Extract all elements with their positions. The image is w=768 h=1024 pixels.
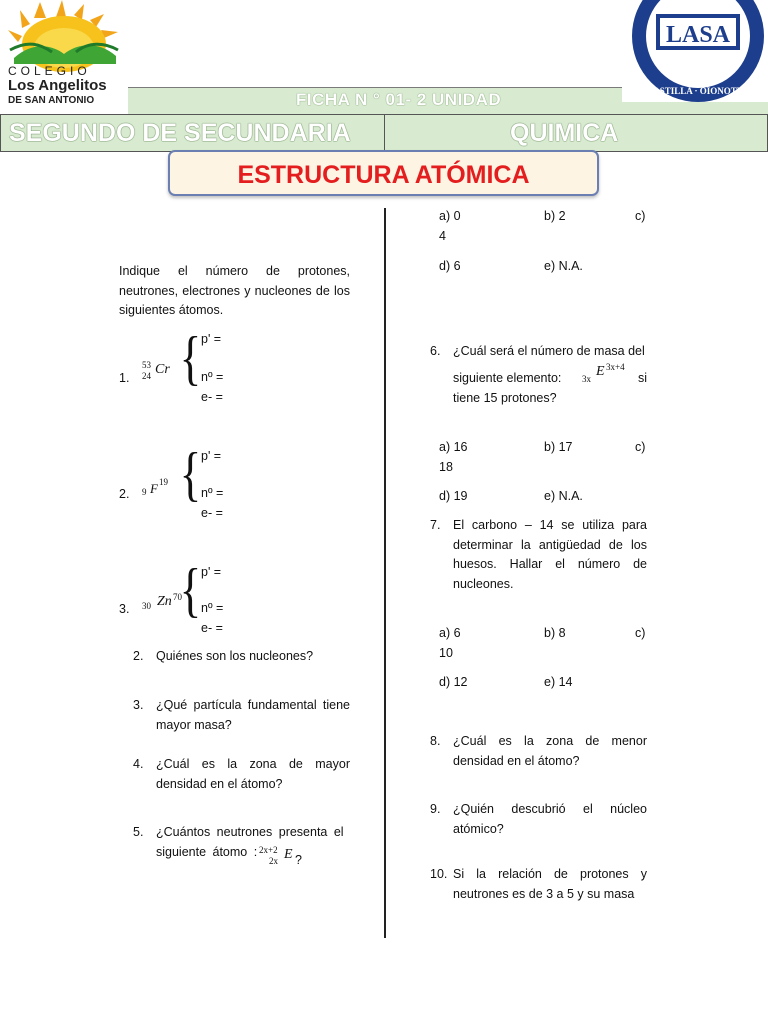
question-9-text: ¿Quién descubrió el núcleo atómico? [453,802,647,836]
question-5-sub: 2x [269,856,278,866]
opt3-c: c) [635,626,646,640]
question-6-number: 6. [430,344,441,358]
atom-1-brace: { [179,325,202,391]
atom-2-neutrons: nº = [201,486,224,500]
atom-2-number: 2. [119,487,130,501]
opt1-d: d) 6 [439,259,461,273]
opt2-e: e) N.A. [544,489,583,503]
opt3-e: e) 14 [544,675,573,689]
question-6-sub: 3x [582,374,591,384]
atom-2-protons: p' = [201,449,222,463]
column-divider [384,208,386,938]
question-2-text: Quiénes son los nucleones? [156,649,314,663]
atom-3-symbol: Zn [157,594,172,609]
atom-2-electrons: e- = [201,506,223,520]
atom-3-protons: p' = [201,565,222,579]
question-6-line3: tiene 15 protones? [453,391,557,405]
opt2-d: d) 19 [439,489,468,503]
atom-1-protons: p' = [201,332,222,346]
atom-2-symbol: F [150,481,158,496]
atom-2-brace: { [179,441,202,507]
question-5-symbol: E [284,847,293,862]
grade-label: SEGUNDO DE SECUNDARIA [9,119,351,147]
svg-text:LASA: LASA [665,22,731,48]
atom-1-electrons: e- = [201,390,223,404]
atom-3-mass: 70 [173,592,182,602]
atom-1-atomic: 24 [142,371,151,381]
logo-sub: DE SAN ANTONIO [8,95,95,106]
question-5-end: ? [295,853,302,867]
atom-1-number: 1. [119,371,130,385]
atom-3-number: 3. [119,602,130,616]
question-6-sup: 3x+4 [606,362,625,372]
question-5-sup: 2x+2 [259,845,278,855]
question-6-symbol: E [596,364,605,379]
opt3-c-value: 10 [439,646,453,660]
atom-1-neutrons: nº = [201,370,224,384]
opt1-c: c) [635,209,646,223]
page-title: ESTRUCTURA ATÓMICA [237,161,530,189]
question-8-text: ¿Cuál es la zona de menor densidad en el átomo? [453,734,647,768]
svg-text:· CASTILLA · OIONOTNA ·: · CASTILLA · OIONOTNA · [641,86,755,96]
opt2-a: a) 16 [439,440,468,454]
question-7-text: El carbono – 14 se utiliza para determinar la antigüedad de los huesos. Hallar el número de nucleones. [453,518,647,591]
question-5-number: 5. [133,825,144,839]
question-3-number: 3. [133,698,144,712]
school-logo [0,0,128,108]
question-7-number: 7. [430,518,441,532]
grade-cell [0,114,385,152]
question-6-line1: ¿Cuál será el número de masa del [453,344,645,358]
opt2-c-value: 18 [439,460,453,474]
question-9-number: 9. [430,802,441,816]
question-6-line2: siguiente elemento: [453,371,562,385]
subject-cell [384,114,768,152]
atom-1-mass: 53 [142,360,151,370]
logo-word: COLEGIO [8,64,91,78]
opt1-a: a) 0 [439,209,461,223]
question-6-si: si [638,371,648,385]
question-5-text: ¿Cuántos neutrones presenta el siguiente átomo : [156,825,344,859]
atom-3-neutrons: nº = [201,601,224,615]
question-4-text: ¿Cuál es la zona de mayor densidad en el átomo? [156,757,350,791]
opt1-e: e) N.A. [544,259,583,273]
atom-3-atomic: 30 [142,601,151,611]
atom-3-electrons: e- = [201,621,223,635]
opt2-c: c) [635,440,646,454]
seal-icon [622,0,768,102]
seal-logo [622,0,768,102]
question-3-text: ¿Qué partícula fundamental tiene mayor masa? [156,698,350,732]
opt3-a: a) 6 [439,626,461,640]
opt2-b: b) 17 [544,440,573,454]
opt1-b: b) 2 [544,209,566,223]
atom-1-symbol: Cr [155,362,170,377]
question-8-number: 8. [430,734,441,748]
question-10-number: 10. [430,867,448,881]
question-10-text: Si la relación de protones y neutrones es de 3 a 5 y su masa [453,867,647,901]
atom-2-mass: 19 [159,477,168,487]
atom-3-brace: { [179,557,202,623]
subject-label: QUIMICA [510,119,619,147]
title-box [168,150,599,196]
opt1-c-value: 4 [439,229,446,243]
question-2-number: 2. [133,649,144,663]
intro-text: Indique el número de protones, neutrones, electrones y nucleones de los siguientes átomos. [119,264,350,317]
logo-name: Los Angelitos [8,77,107,94]
question-4-number: 4. [133,757,144,771]
opt3-d: d) 12 [439,675,468,689]
ficha-label: FICHA N ° 01- 2 UNIDAD [296,90,502,109]
opt3-b: b) 8 [544,626,566,640]
atom-2-atomic: 9 [142,487,147,497]
